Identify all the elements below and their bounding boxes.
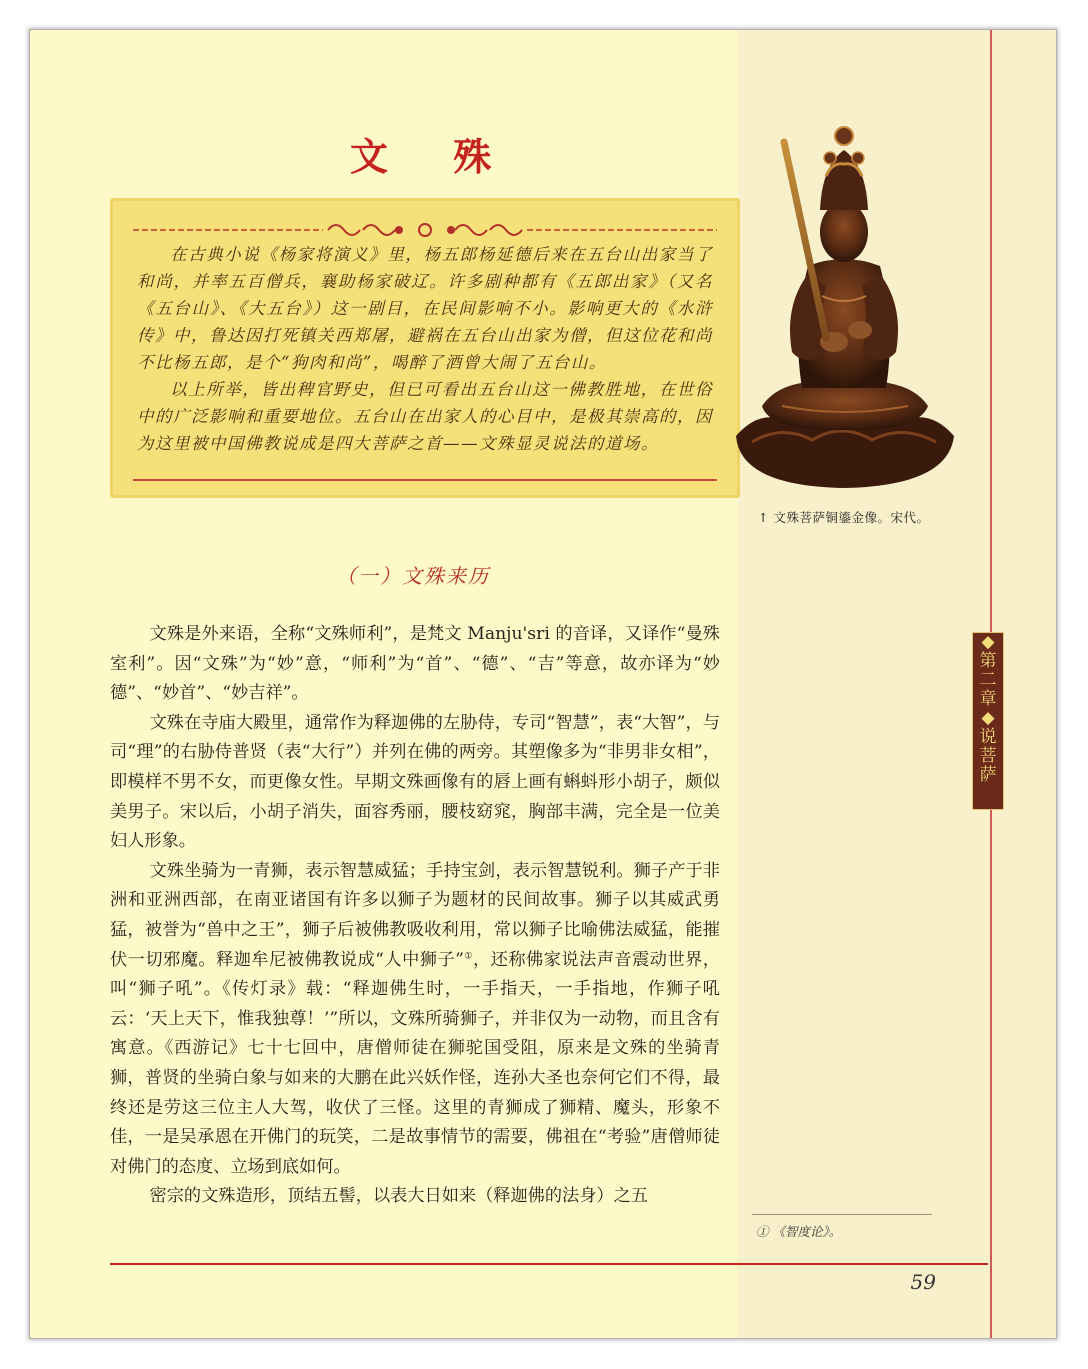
footnote-marker: ①: [463, 950, 473, 961]
footnote: ① 《智度论》。: [756, 1224, 842, 1239]
chapter-tab-char: 章: [979, 689, 997, 709]
chapter-tab-diamond-icon: ◆: [981, 632, 995, 652]
body-text-span: 文殊坐骑为一青狮，表示智慧威猛；手持宝剑，表示智慧锐利。狮子产于非洲和亚洲西部，在南亚诸国有许多以狮子为题材的民间故事。狮子以其威武勇猛，被誉为“兽中之王”，狮子后被佛教吸收利用，常以狮子比喻佛法威猛，能摧伏一切邪魔。释迦牟尼被佛教说成“人中狮子”: [110, 860, 720, 970]
chapter-tab-char: 说: [979, 727, 997, 747]
chapter-tab-char: 萨: [979, 765, 997, 785]
intro-paragraph: 以上所举，皆出稗官野史，但已可看出五台山这一佛教胜地，在世俗中的广泛影响和重要地位。五台山在出家人的心目中，是极其崇高的，因为这里被中国佛教说成是四大菩萨之首——文殊显灵说法的道场。: [137, 380, 713, 453]
chapter-tab-char: 菩: [979, 746, 997, 766]
intro-box: [110, 198, 740, 498]
bottom-rule: [110, 1263, 988, 1265]
intro-text: [137, 241, 713, 457]
page-frame: [30, 30, 1056, 1338]
body-text: [110, 620, 720, 1212]
footnote-divider: [752, 1214, 932, 1215]
body-paragraph: [110, 857, 720, 1183]
photo-caption: ↑ 文殊菩萨铜鎏金像。宋代。: [758, 510, 930, 525]
ornament-divider: [133, 219, 717, 241]
intro-paragraph: 在古典小说《杨家将演义》里，杨五郎杨延德后来在五台山出家当了和尚，并率五百僧兵，襄助杨家破辽。许多剧种都有《五郎出家》（又名《五台山》、《大五台》）这一剧目，在民间影响不小。影响更大的《水浒传》中，鲁达因打死镇关西郑屠，避祸在五台山出家为僧，但这位花和尚不比杨五郎，是个“狗肉和尚”，喝醉了酒曾大闹了五台山。: [137, 245, 713, 372]
body-text-span: ，还称佛家说法声音震动世界，叫“狮子吼”。《传灯录》载：“释迦佛生时，一手指天，一手指地，作狮子吼云：‘天上天下，惟我独尊！’”所以，文殊所骑狮子，并非仅为一动物，而且含有寓意。《西游记》七十七回中，唐僧师徒在狮驼国受阻，原来是文殊的坐骑青狮，普贤的坐骑白象与如来的大鹏在此兴妖作怪，连孙大圣也奈何它们不得，最终还是劳这三位主人大驾，收伏了三怪。这里的青狮成了狮精、魔头，形象不佳，一是吴承恩在开佛门的玩笑，二是故事情节的需要，佛祖在“考验”唐僧师徒对佛门的态度、立场到底如何。: [110, 949, 720, 1177]
chapter-tab-diamond-icon: ◆: [981, 708, 995, 728]
chapter-tab-char: 二: [979, 670, 997, 690]
manjusri-statue-image: [722, 106, 966, 508]
intro-bottom-rule: [133, 479, 717, 481]
body-paragraph: 密宗的文殊造形，顶结五髻，以表大日如来（释迦佛的法身）之五: [149, 1186, 648, 1207]
page-title: 文 殊: [350, 134, 518, 179]
page-number: 59: [910, 1270, 936, 1294]
chapter-tab-char: 第: [979, 651, 997, 671]
body-paragraph: 文殊在寺庙大殿里，通常作为释迦佛的左胁侍，专司“智慧”，表“大智”，与司“理”的右胁侍普贤（表“大行”）并列在佛的两旁。其塑像多为“非男非女相”，即模样不男不女，而更像女性。早期文殊画像有的唇上画有蝌蚪形小胡子，颇似美男子。宋以后，小胡子消失，面容秀丽，腰枝窈窕，胸部丰满，完全是一位美妇人形象。: [110, 712, 720, 852]
chapter-tab: [972, 632, 1004, 810]
section-heading: （一）文殊来历: [336, 564, 490, 588]
body-paragraph: 文殊是外来语，全称“文殊师利”，是梵文 Manju'sri 的音译，又译作“曼殊室利”。因“文殊”为“妙”意，“师利”为“首”、“德”、“吉”等意，故亦译为“妙德”、“妙首”、“妙吉祥”。: [110, 624, 720, 704]
